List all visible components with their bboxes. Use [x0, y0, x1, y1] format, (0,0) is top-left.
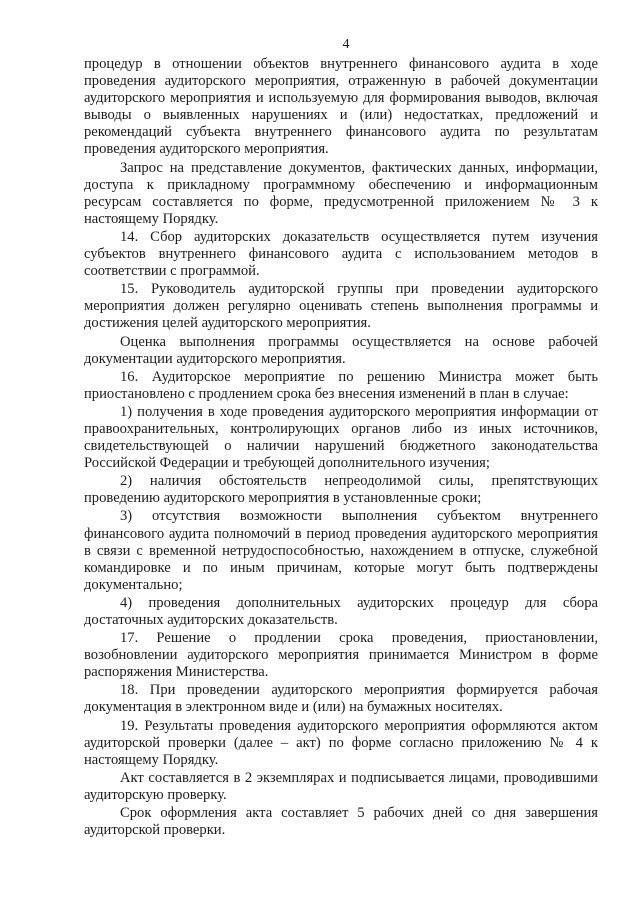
- paragraph-subitem-4: 4) проведения дополнительных аудиторских процедур для сбора достаточных аудиторских доказательств.: [84, 594, 598, 628]
- paragraph-act-deadline: Срок оформления акта составляет 5 рабочих дней со дня завершения аудиторской проверки.: [84, 805, 598, 839]
- paragraph-request-form: Запрос на представление документов, фактических данных, информации, доступа к прикладному программному обеспечению и информационным ресурсам составляется по форме, предусмотренной приложением № 3 к настоящему Порядку.: [84, 159, 598, 227]
- paragraph-program-evaluation: Оценка выполнения программы осуществляется на основе рабочей документации аудиторского мероприятия.: [84, 333, 598, 367]
- paragraph-item-15: 15. Руководитель аудиторской группы при проведении аудиторского мероприятия должен регулярно оценивать степень выполнения программы и достижения целей аудиторского мероприятия.: [84, 281, 598, 332]
- paragraph-continuation: процедур в отношении объектов внутреннего финансового аудита в ходе проведения аудиторского мероприятия, отраженную в рабочей документации аудиторского мероприятия и используемую для формирования выводов, включая выводы о выявленных нарушениях и (или) недостатках, предложений и рекомендаций субъекта внутреннего финансового аудита по результатам проведения аудиторского мероприятия.: [84, 56, 598, 158]
- paragraph-subitem-3: 3) отсутствия возможности выполнения субъектом внутреннего финансового аудита полномочий в период проведения аудиторского мероприятия в связи с временной нетрудоспособностью, нахождением в отпуске, служебной командировке и по иным причинам, которые могут быть подтверждены документально;: [84, 508, 598, 593]
- paragraph-item-18: 18. При проведении аудиторского мероприятия формируется рабочая документация в электронном виде и (или) на бумажных носителях.: [84, 682, 598, 716]
- paragraph-act-copies: Акт составляется в 2 экземплярах и подписывается лицами, проводившими аудиторскую проверку.: [84, 769, 598, 803]
- paragraph-item-14: 14. Сбор аудиторских доказательств осуществляется путем изучения субъектов внутреннего финансового аудита с использованием методов в соответствии с программой.: [84, 228, 598, 280]
- page-number: 4: [342, 37, 350, 52]
- paragraph-item-19: 19. Результаты проведения аудиторского мероприятия оформляются актом аудиторской проверки (далее – акт) по форме согласно приложению № 4 к настоящему Порядку.: [84, 717, 598, 768]
- paragraph-item-17: 17. Решение о продлении срока проведения, приостановлении, возобновлении аудиторского мероприятия принимается Министром в форме распоряжения Министерства.: [84, 630, 598, 681]
- paragraph-item-16: 16. Аудиторское мероприятие по решению Министра может быть приостановлено с продлением срока без внесения изменений в план в случае:: [84, 368, 598, 402]
- paragraph-subitem-2: 2) наличия обстоятельств непреодолимой силы, препятствующих проведению аудиторского мероприятия в установленные сроки;: [84, 473, 598, 507]
- paragraph-subitem-1: 1) получения в ходе проведения аудиторского мероприятия информации от правоохранительных, контролирующих органов либо из иных источников, свидетельствующей о наличии нарушений бюджетного законодательства Российской Федерации и требующей дополнительного изучения;: [84, 403, 598, 472]
